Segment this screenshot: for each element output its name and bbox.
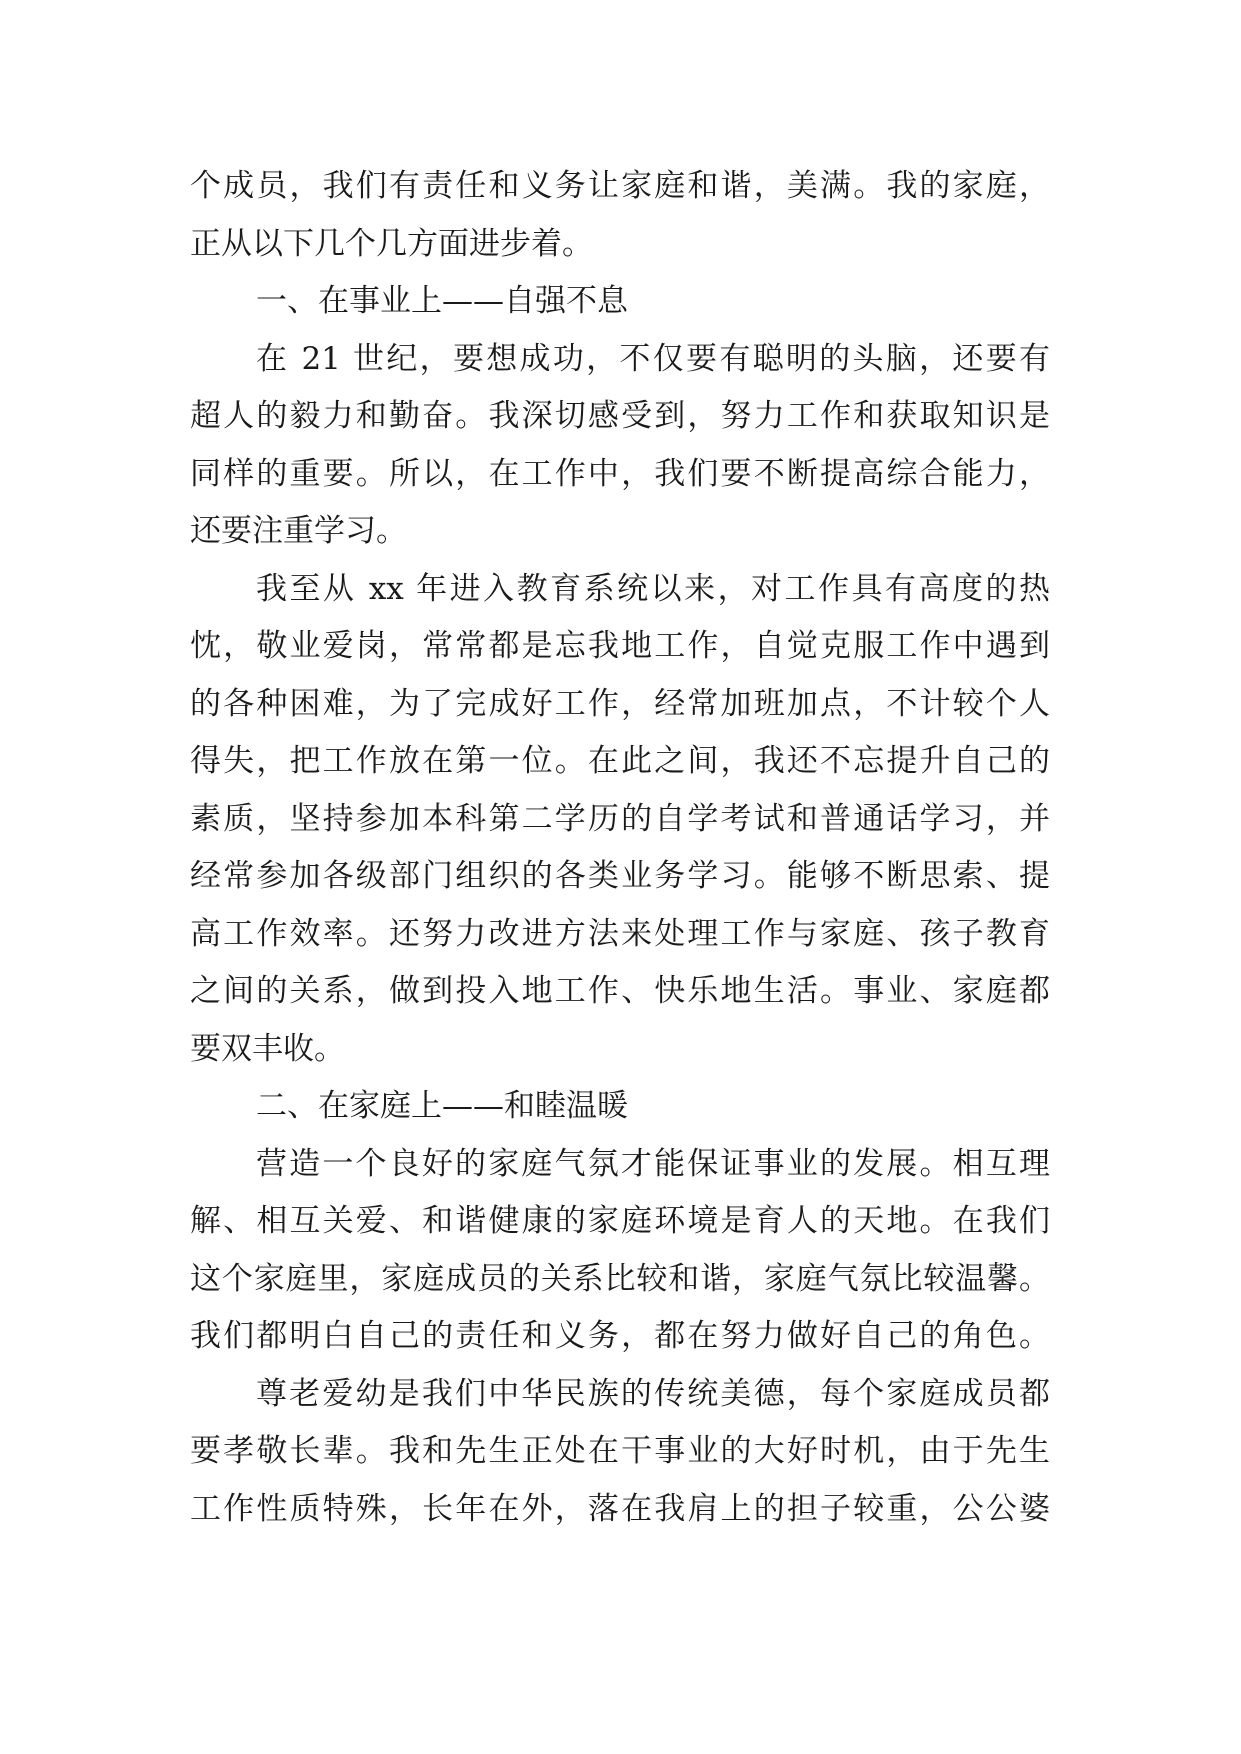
text-line: 之间的关系，做到投入地工作、快乐地生活。事业、家庭都 xyxy=(190,973,1050,1009)
text-line: 个成员，我们有责任和义务让家庭和谐，美满。我的家庭， xyxy=(190,168,1050,204)
text-line: 同样的重要。所以，在工作中，我们要不断提高综合能力， xyxy=(190,455,1050,492)
text-line: 还要注重学习。 xyxy=(190,513,407,549)
text-line: 得失，把工作放在第一位。在此之间，我还不忘提升自己的 xyxy=(190,743,1050,779)
text-line: 经常参加各级部门组织的各类业务学习。能够不断思索、提 xyxy=(190,858,1050,894)
text-line: 我们都明白自己的责任和义务，都在努力做好自己的角色。 xyxy=(190,1318,1050,1354)
document-body xyxy=(190,158,1050,1538)
text-line: 我至从 xx 年进入教育系统以来，对工作具有高度的热 xyxy=(256,570,1050,607)
text-line: 素质，坚持参加本科第二学历的自学考试和普通话学习，并 xyxy=(190,800,1050,837)
text-line: 要双丰收。 xyxy=(190,1030,345,1067)
text-line: 二、在家庭上——和睦温暖 xyxy=(256,1088,628,1124)
text-line: 工作性质特殊，长年在外，落在我肩上的担子较重，公公婆 xyxy=(190,1490,1050,1527)
text-line: 忱，敬业爱岗，常常都是忘我地工作，自觉克服工作中遇到 xyxy=(190,628,1050,664)
text-line: 要孝敬长辈。我和先生正处在干事业的大好时机，由于先生 xyxy=(190,1433,1050,1469)
text-line: 解、相互关爱、和谐健康的家庭环境是育人的天地。在我们 xyxy=(190,1203,1050,1239)
text-line: 尊老爱幼是我们中华民族的传统美德，每个家庭成员都 xyxy=(256,1375,1050,1412)
text-line: 营造一个良好的家庭气氛才能保证事业的发展。相互理 xyxy=(256,1145,1050,1182)
text-line: 高工作效率。还努力改进方法来处理工作与家庭、孩子教育 xyxy=(190,915,1050,952)
text-line: 正从以下几个几方面进步着。 xyxy=(190,225,593,262)
text-line: 超人的毅力和勤奋。我深切感受到，努力工作和获取知识是 xyxy=(190,398,1050,434)
text-line: 一、在事业上——自强不息 xyxy=(256,283,628,319)
text-line: 的各种困难，为了完成好工作，经常加班加点，不计较个人 xyxy=(190,685,1050,722)
text-line: 这个家庭里，家庭成员的关系比较和谐，家庭气氛比较温馨。 xyxy=(190,1260,1050,1297)
text-line: 在 21 世纪，要想成功，不仅要有聪明的头脑，还要有 xyxy=(256,340,1050,377)
